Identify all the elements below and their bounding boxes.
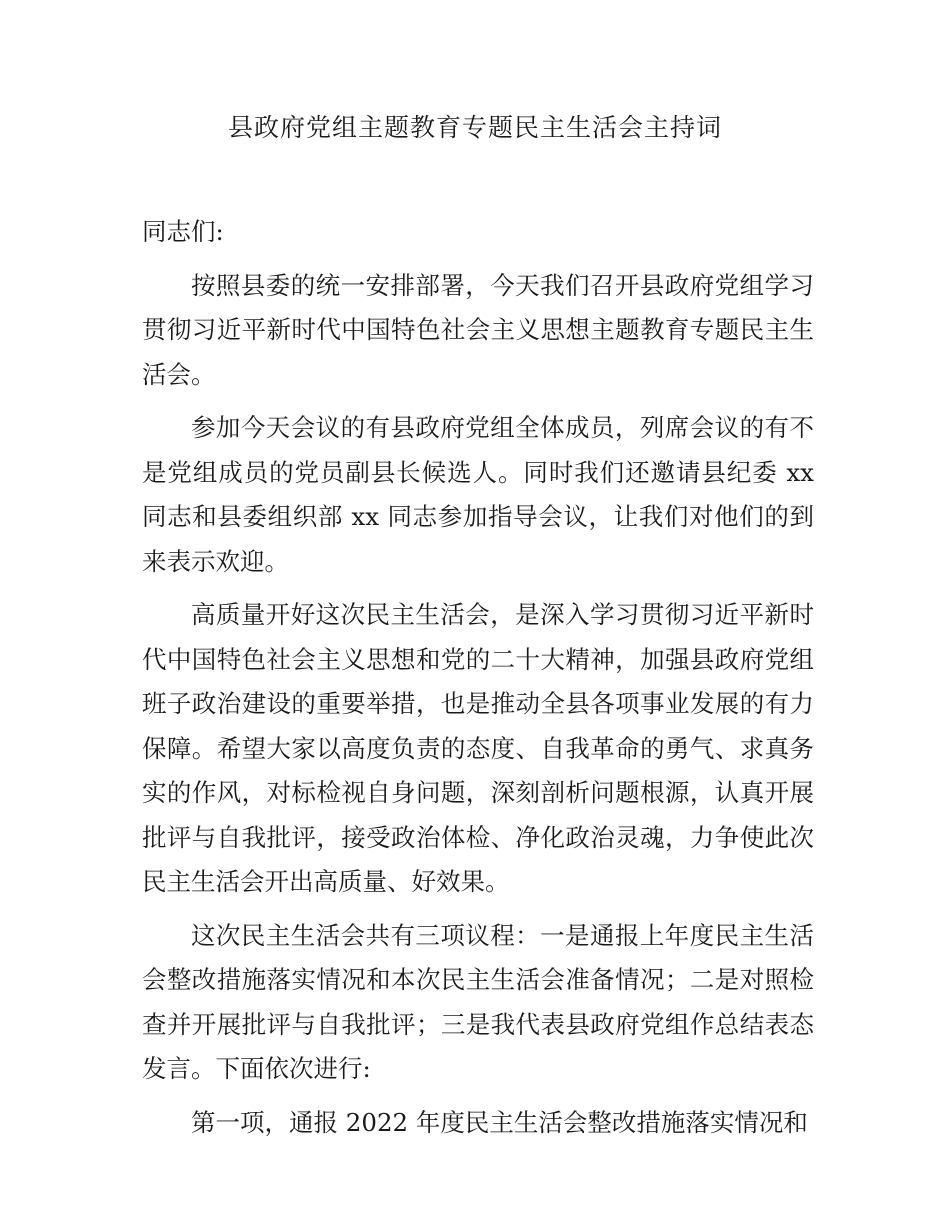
salutation: 同志们: [142,217,224,246]
document-body [142,210,814,1154]
document-title: 县政府党组主题教育专题民主生活会主持词 [227,113,722,142]
paragraph-5: 第一项，通报 2022 年度民主生活会整改措施落实情况和 [191,1107,808,1137]
paragraph-3: 高质量开好这次民主生活会，是深入学习贯彻习近平新时代中国特色社会主义思想和党的二十大精神，加强县政府党组班子政治建设的重要举措，也是推动全县各项事业发展的有力保障。希望大家以高度负责的态度、自我革命的勇气、求真务实的作风，对标检视自身问题，深刻剖析问题根源，认真开展批评与自我批评，接受政治体检、净化政治灵魂，力争使此次民主生活会开出高质量、好效果。 [142,600,814,896]
paragraph-4: 这次民主生活会共有三项议程：一是通报上年度民主生活会整改措施落实情况和本次民主生活会准备情况；二是对照检查并开展批评与自我批评；三是我代表县政府党组作总结表态发言。下面依次进行: [142,920,814,1083]
paragraph-2: 参加今天会议的有县政府党组全体成员，列席会议的有不是党组成员的党员副县长候选人。同时我们还邀请县纪委 xx 同志和县委组织部 xx 同志参加指导会议，让我们对他们的到来表示欢迎。 [142,413,814,576]
paragraph-1: 按照县委的统一安排部署，今天我们召开县政府党组学习贯彻习近平新时代中国特色社会主义思想主题教育专题民主生活会。 [142,270,814,389]
